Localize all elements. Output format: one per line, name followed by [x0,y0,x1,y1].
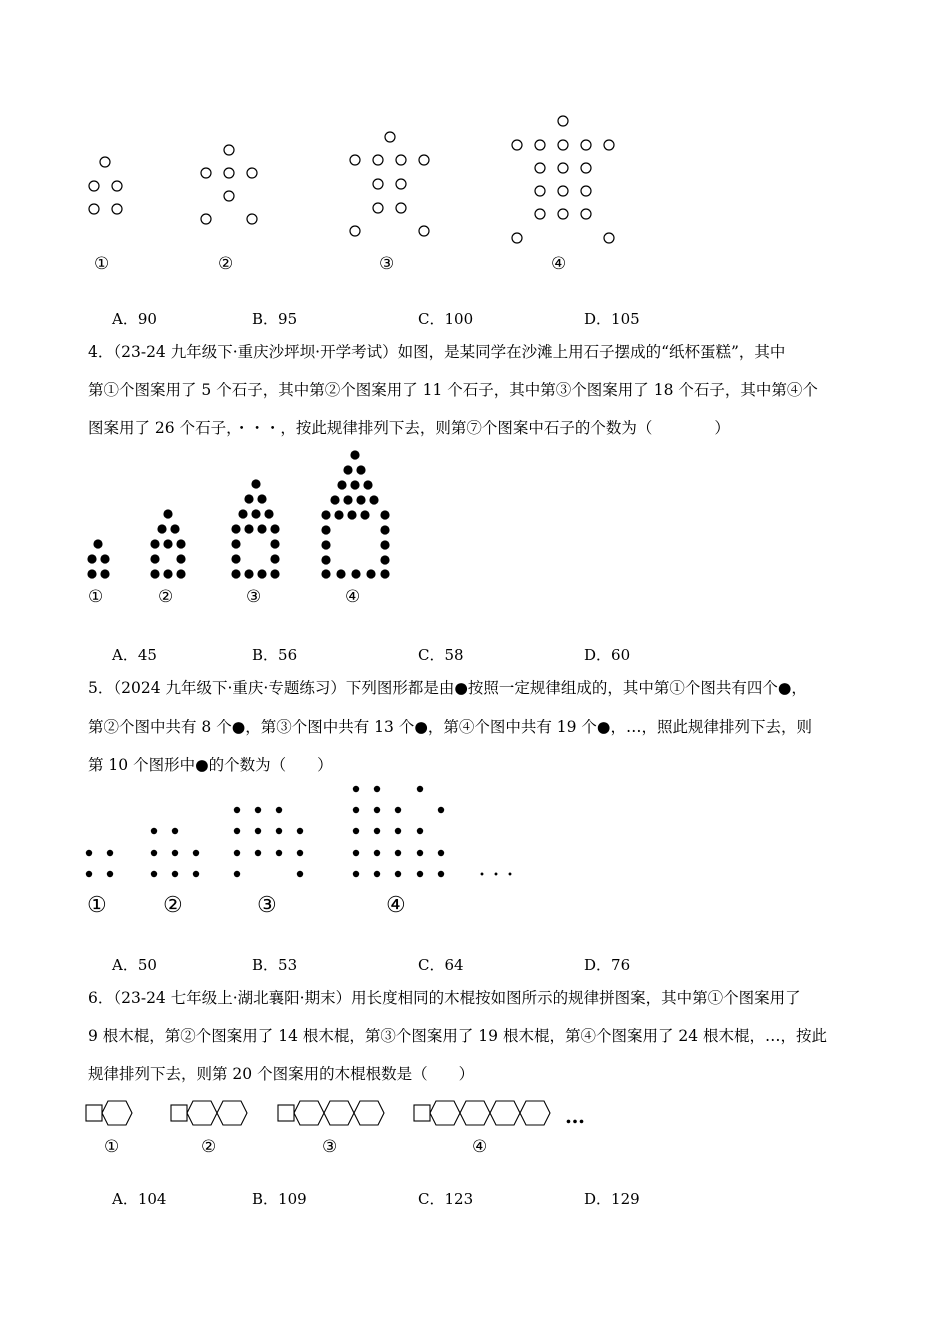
q3-option-d[interactable]: D．105 [584,310,640,328]
q6-pattern-3 [278,1101,384,1125]
q4-label-2: ② [158,587,174,607]
q5-stem-line-2: 第②个图中共有 8 个●，第③个图中共有 13 个●，第④个图中共有 19 个●，…，照此规律排列下去，则 [88,718,812,736]
q6-pattern-2 [171,1101,247,1125]
q6-stem-line-3: 规律排列下去，则第 20 个图案用的木棍根数是（ ） [88,1065,475,1083]
q6-label-1: ① [104,1137,120,1157]
q3-pattern-4 [512,116,614,243]
q4-option-a[interactable]: A．45 [112,646,157,664]
q3-option-a[interactable]: A．90 [112,310,157,328]
q3-label-2: ② [218,254,234,274]
q5-ellipsis: ・・・ [474,865,517,884]
q5-pattern-3 [234,807,303,877]
q4-pattern-4 [321,450,389,578]
q6-label-2: ② [201,1137,217,1157]
q4-pattern-1 [87,539,109,578]
q6-option-c[interactable]: C．123 [418,1190,474,1208]
q6-stem-line-1: 6．（23-24 七年级上·湖北襄阳·期末）用长度相同的木棍按如图所示的规律拼图案，其中第①个图案用了 [88,989,801,1007]
q5-label-3: ③ [257,893,277,918]
q5-label-2: ② [163,893,183,918]
q5-label-4: ④ [386,893,406,918]
q5-option-d[interactable]: D．76 [584,956,631,974]
q6-label-3: ③ [322,1137,338,1157]
q3-label-3: ③ [379,254,395,274]
q6-label-4: ④ [472,1137,488,1157]
q5-pattern-4 [353,786,444,877]
q5-option-b[interactable]: B．53 [252,956,298,974]
q5-pattern-1 [86,850,113,877]
q3-label-1: ① [94,254,110,274]
q4-stem-line-3: 图案用了 26 个石子，・・・，按此规律排列下去，则第⑦个图案中石子的个数为（ ） [88,419,730,437]
q3-pattern-1 [89,157,122,214]
q5-label-1: ① [87,893,107,918]
q4-pattern-3 [231,479,279,578]
q3-pattern-2 [201,145,257,224]
q4-option-b[interactable]: B．56 [252,646,298,664]
q3-label-4: ④ [551,254,567,274]
q4-label-1: ① [88,587,104,607]
q4-label-4: ④ [345,587,361,607]
q4-pattern-2 [150,509,185,578]
q6-pattern-1 [86,1101,132,1125]
q6-stem-line-2: 9 根木棍，第②个图案用了 14 根木棍，第③个图案用了 19 根木棍，第④个图案用了 24 根木棍，…，按此 [88,1027,828,1045]
q4-stem-line-1: 4．（23-24 九年级下·重庆沙坪坝·开学考试）如图，是某同学在沙滩上用石子摆成的“纸杯蛋糕”，其中 [88,343,786,361]
q4-label-3: ③ [246,587,262,607]
q4-option-c[interactable]: C．58 [418,646,464,664]
q4-stem-line-2: 第①个图案用了 5 个石子，其中第②个图案用了 11 个石子，其中第③个图案用了 18 个石子，其中第④个 [88,381,818,399]
q5-option-a[interactable]: A．50 [112,956,157,974]
q4-cupcake-figure [0,440,950,600]
q4-option-d[interactable]: D．60 [584,646,631,664]
q3-option-c[interactable]: C．100 [418,310,474,328]
q3-pattern-3 [350,132,429,236]
q6-option-b[interactable]: B．109 [252,1190,307,1208]
q6-option-d[interactable]: D．129 [584,1190,640,1208]
q5-option-c[interactable]: C．64 [418,956,464,974]
q6-pattern-4 [414,1101,550,1125]
q6-option-a[interactable]: A．104 [112,1190,167,1208]
q3-pattern-figure [0,0,950,300]
q3-option-b[interactable]: B．95 [252,310,298,328]
q5-stem-line-1: 5．（2024 九年级下·重庆·专题练习）下列图形都是由●按照一定规律组成的，其中第①个图共有四个●， [88,679,807,697]
q6-ellipsis: … [565,1104,585,1128]
q5-pattern-2 [151,828,199,877]
q5-stem-line-3: 第 10 个图形中●的个数为（ ） [88,756,333,774]
q6-stick-figure [0,1090,950,1140]
